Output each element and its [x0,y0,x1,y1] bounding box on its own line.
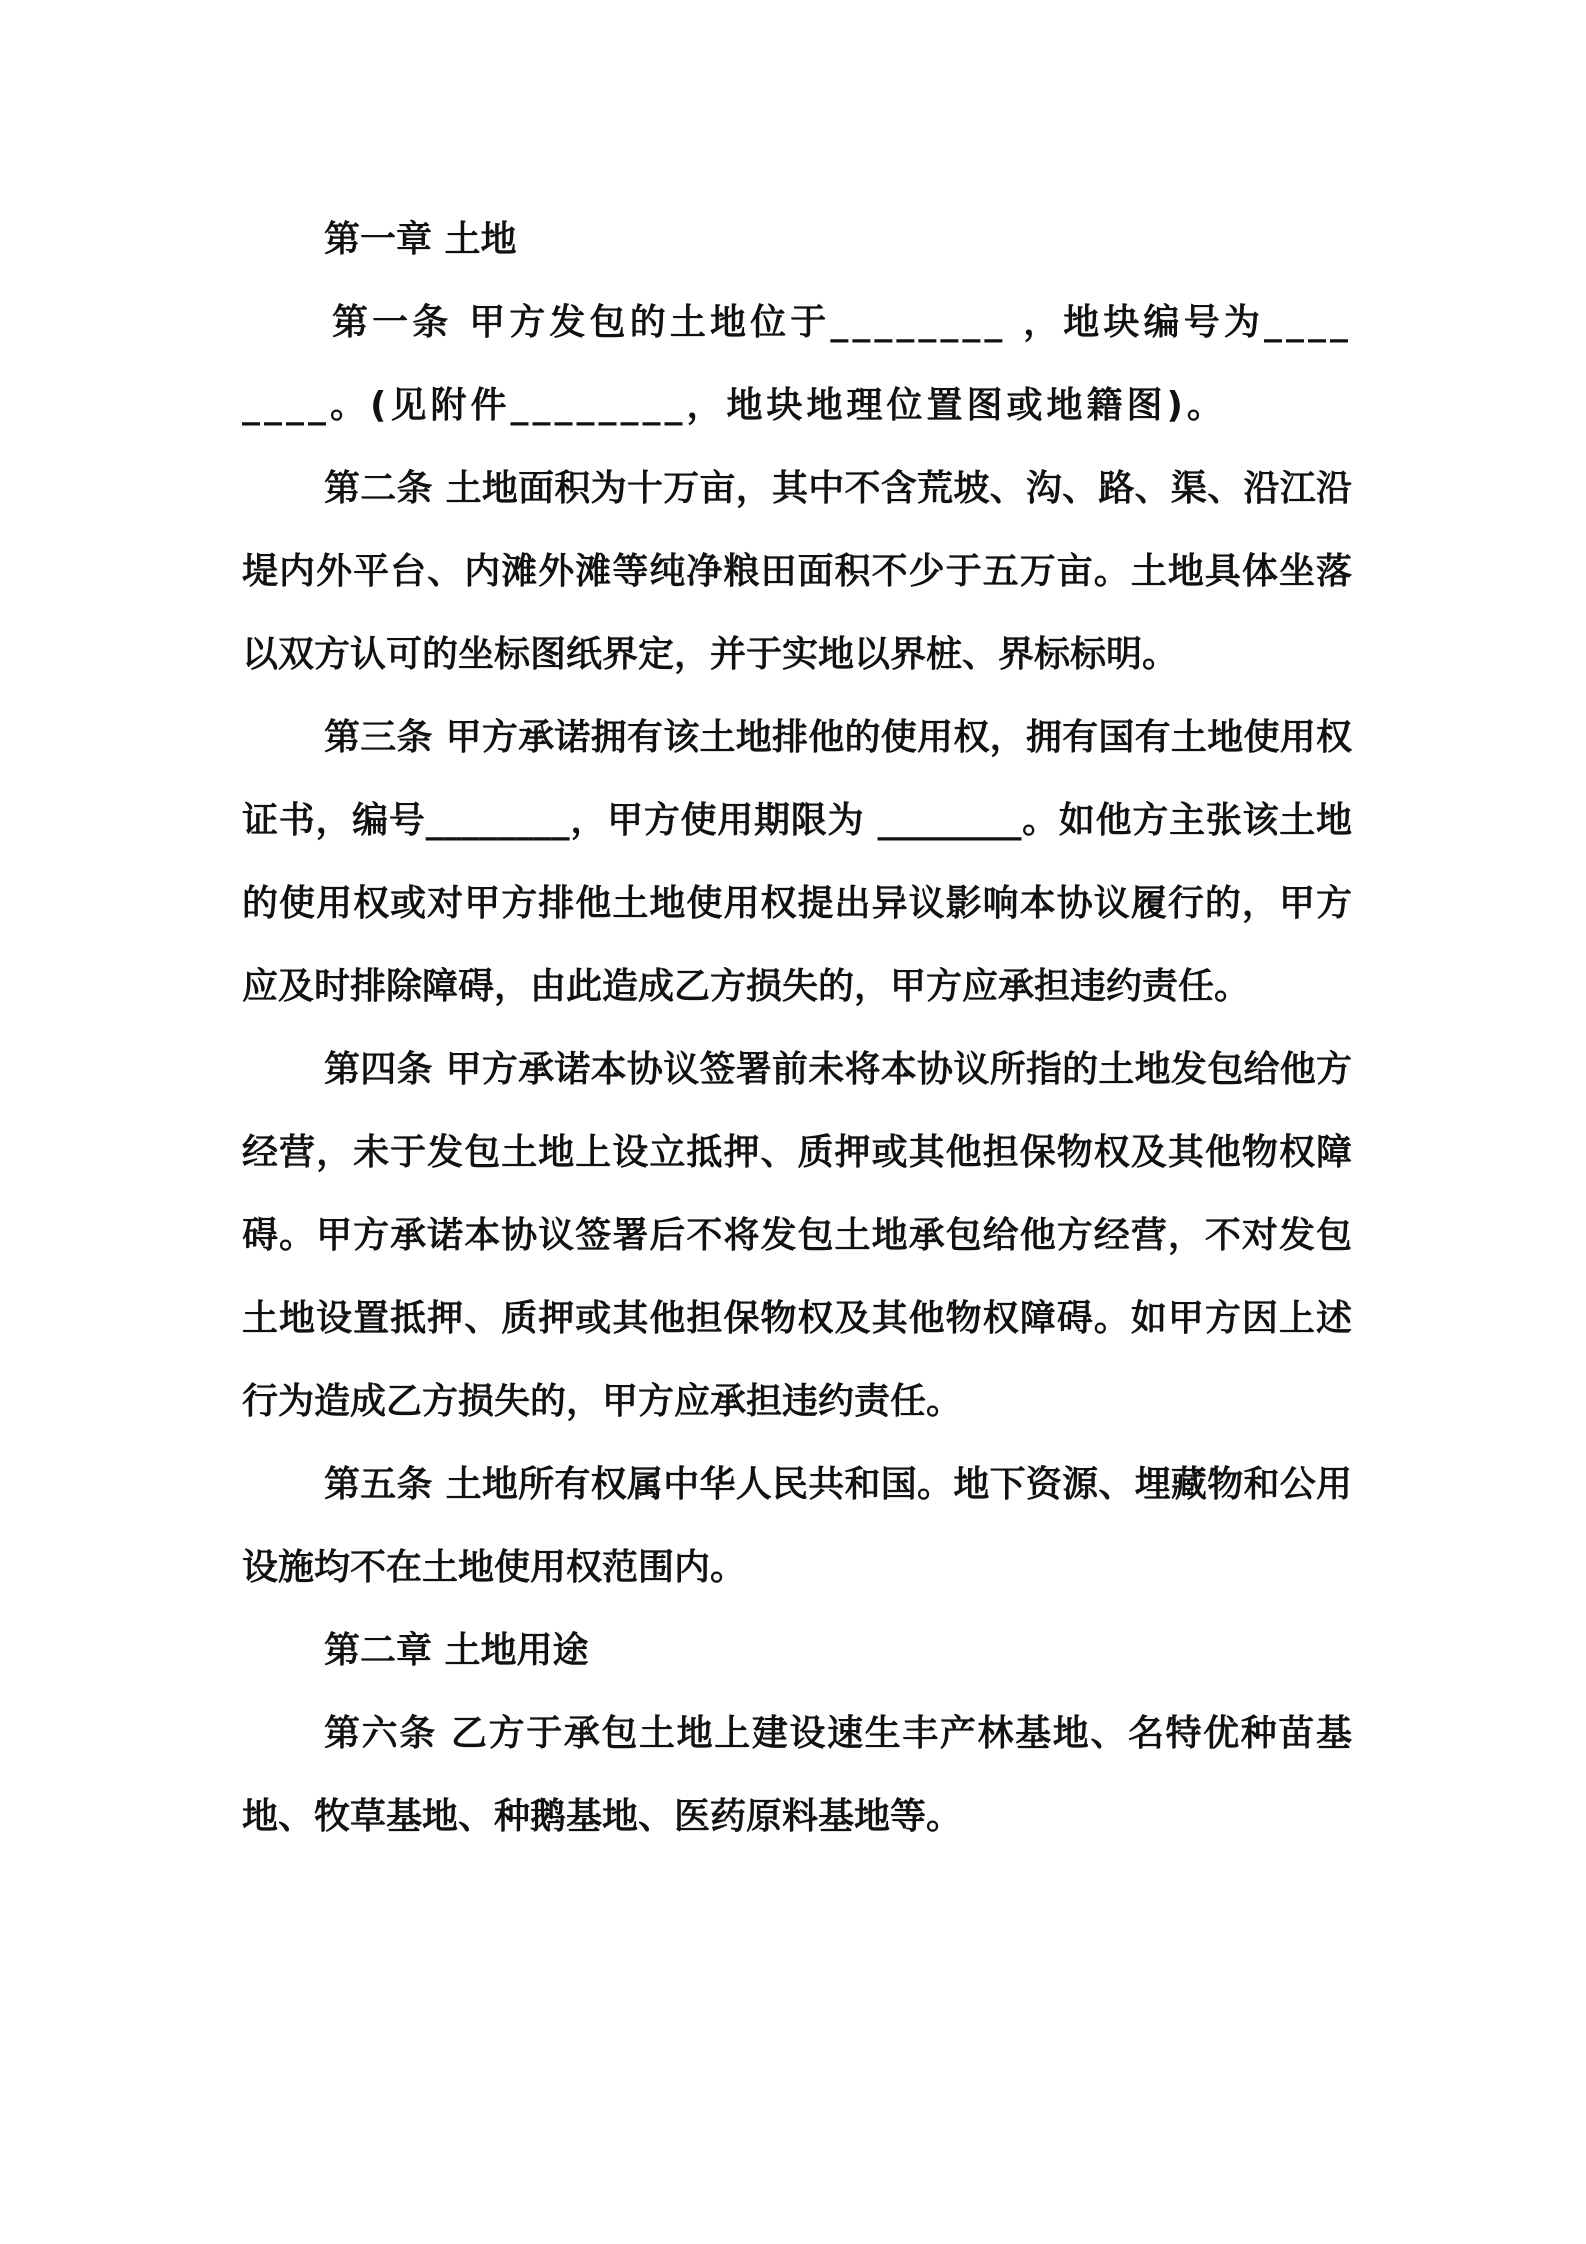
article-3: 第三条 甲方承诺拥有该土地排他的使用权，拥有国有土地使用权证书，编号________，甲方使用期限为 ________。如他方主张该土地的使用权或对甲方排他土地使用权提出异议影响本协议履行的，甲方应及时排除障碍，由此造成乙方损失的，甲方应承担违约责任。 [242,717,1352,1007]
document-body [242,198,1352,1858]
article-4: 第四条 甲方承诺本协议签署前未将本协议所指的土地发包给他方经营，未于发包土地上设立抵押、质押或其他担保物权及其他物权障碍。甲方承诺本协议签署后不将发包土地承包给他方经营，不对发包土地设置抵押、质押或其他担保物权及其他物权障碍。如甲方因上述行为造成乙方损失的，甲方应承担违约责任。 [242,1049,1352,1422]
article-2: 第二条 土地面积为十万亩，其中不含荒坡、沟、路、渠、沿江沿堤内外平台、内滩外滩等纯净粮田面积不少于五万亩。土地具体坐落以双方认可的坐标图纸界定，并于实地以界桩、界标标明。 [242,468,1352,675]
chapter-1-heading: 第一章 土地 [324,219,517,260]
article-6: 第六条 乙方于承包土地上建设速生丰产林基地、名特优种苗基地、牧草基地、种鹅基地、医药原料基地等。 [242,1713,1352,1837]
article-1: 第一条 甲方发包的土地位于________ ，地块编号为________。(见附件________，地块地理位置图或地籍图)。 [242,302,1352,426]
chapter-2-heading: 第二章 土地用途 [324,1630,589,1671]
article-5: 第五条 土地所有权属中华人民共和国。地下资源、埋藏物和公用设施均不在土地使用权范围内。 [242,1464,1352,1588]
